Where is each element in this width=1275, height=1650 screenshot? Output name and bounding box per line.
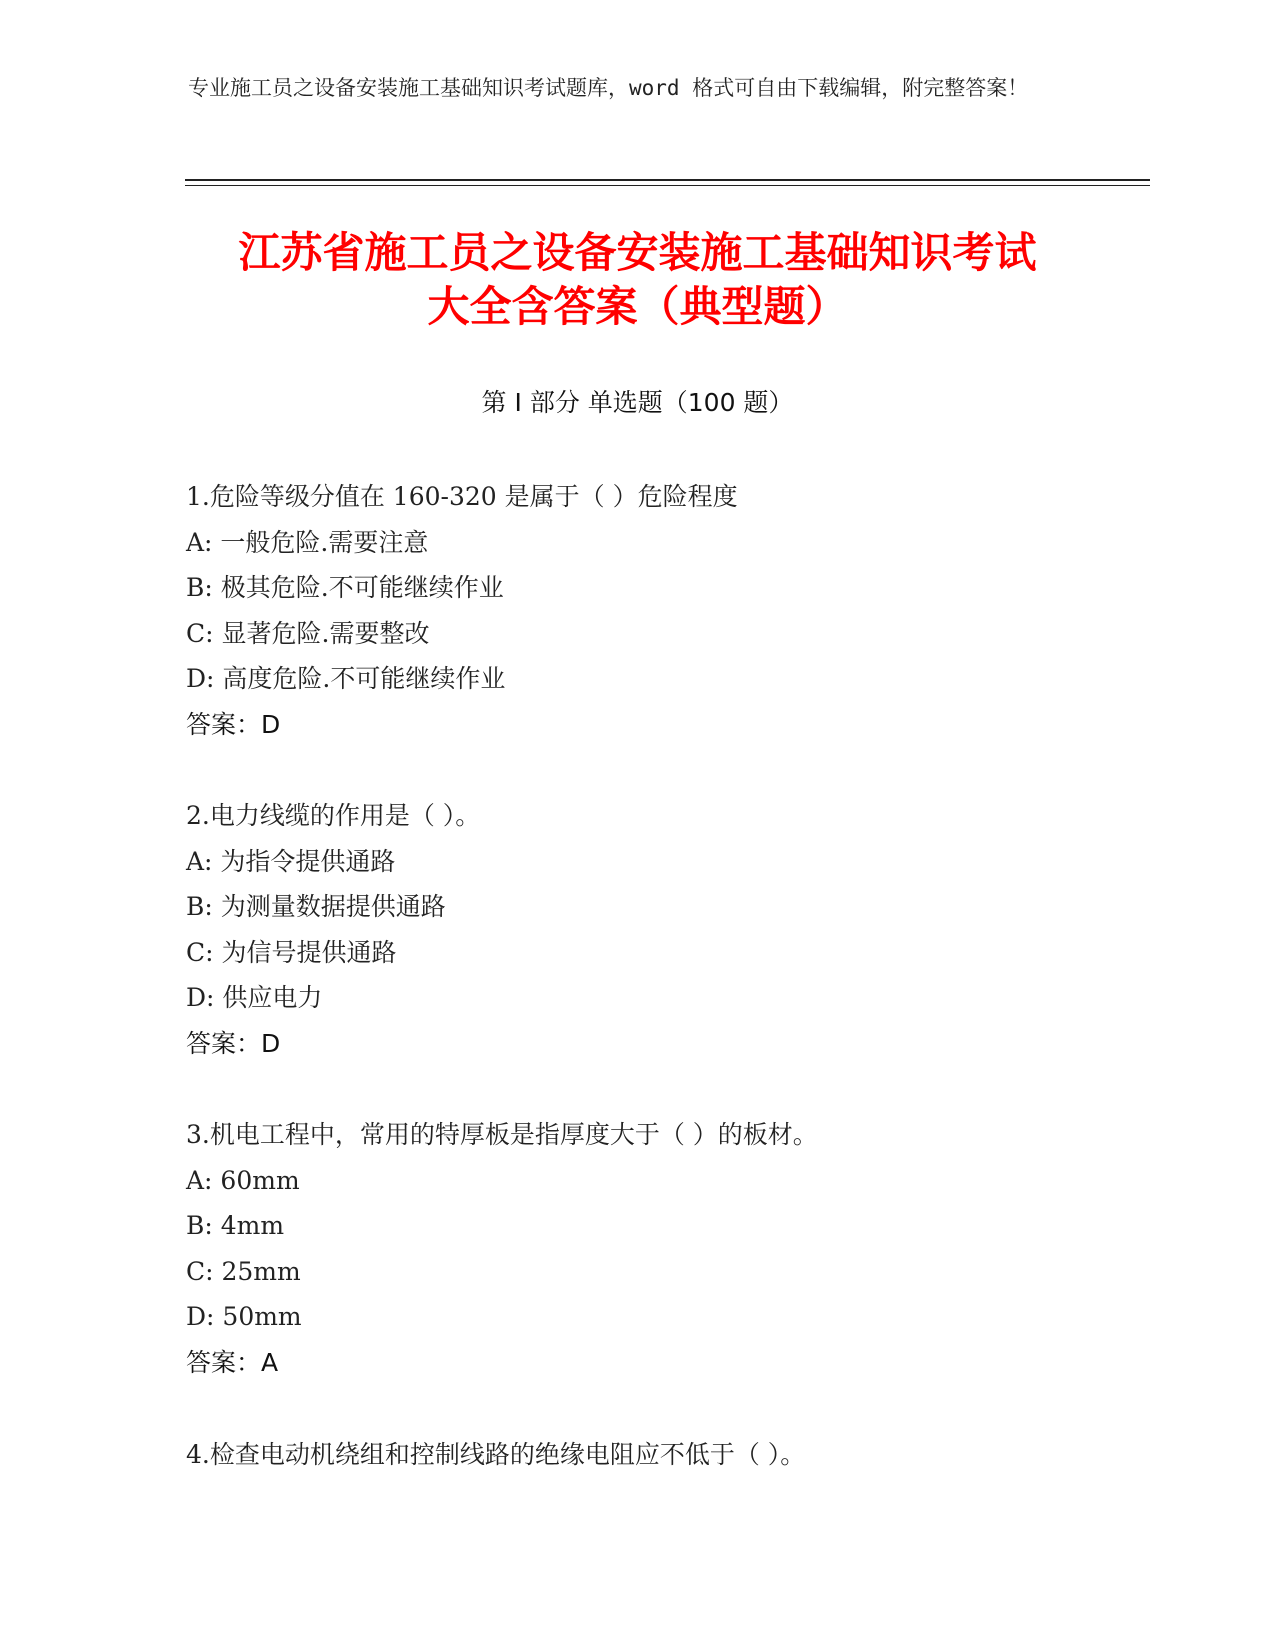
answer: 答案：A	[186, 1347, 279, 1377]
answer: 答案：D	[186, 1028, 281, 1058]
question-2	[186, 793, 1146, 1066]
option-c: C: 显著危险.需要整改	[186, 618, 430, 648]
header-divider-thin	[185, 185, 1150, 186]
option-c: C: 为信号提供通路	[186, 937, 397, 967]
option-b: B: 4mm	[186, 1211, 285, 1240]
document-title-line-2: 大全含答案（典型题）	[427, 282, 848, 331]
document-title	[185, 226, 1090, 334]
option-a: A: 为指令提供通路	[186, 846, 396, 876]
question-1	[186, 474, 1146, 747]
question-4	[186, 1432, 1146, 1478]
header-note: 专业施工员之设备安装施工基础知识考试题库，word 格式可自由下载编辑，附完整答案！	[188, 76, 1029, 100]
answer: 答案：D	[186, 709, 281, 739]
option-d: D: 供应电力	[186, 983, 323, 1012]
option-d: D: 高度危险.不可能继续作业	[186, 664, 506, 693]
option-b: B: 为测量数据提供通路	[186, 892, 446, 921]
section-title: 第 I 部分 单选题（100 题）	[481, 388, 794, 417]
option-a: A: 60mm	[186, 1165, 300, 1195]
option-b: B: 极其危险.不可能继续作业	[186, 573, 504, 602]
question-3	[186, 1112, 1146, 1385]
question-stem: 3.机电工程中，常用的特厚板是指厚度大于（ ）的板材。	[186, 1120, 818, 1149]
question-stem: 2.电力线缆的作用是（ ）。	[186, 801, 481, 830]
option-a: A: 一般危险.需要注意	[186, 527, 429, 557]
question-stem: 4.检查电动机绕组和控制线路的绝缘电阻应不低于（ ）。	[186, 1440, 806, 1469]
header-divider-thick	[185, 179, 1150, 181]
option-d: D: 50mm	[186, 1302, 302, 1331]
option-c: C: 25mm	[186, 1256, 301, 1286]
question-stem: 1.危险等级分值在 160-320 是属于（ ）危险程度	[186, 482, 738, 511]
document-title-line-1: 江苏省施工员之设备安装施工基础知识考试	[238, 228, 1037, 277]
